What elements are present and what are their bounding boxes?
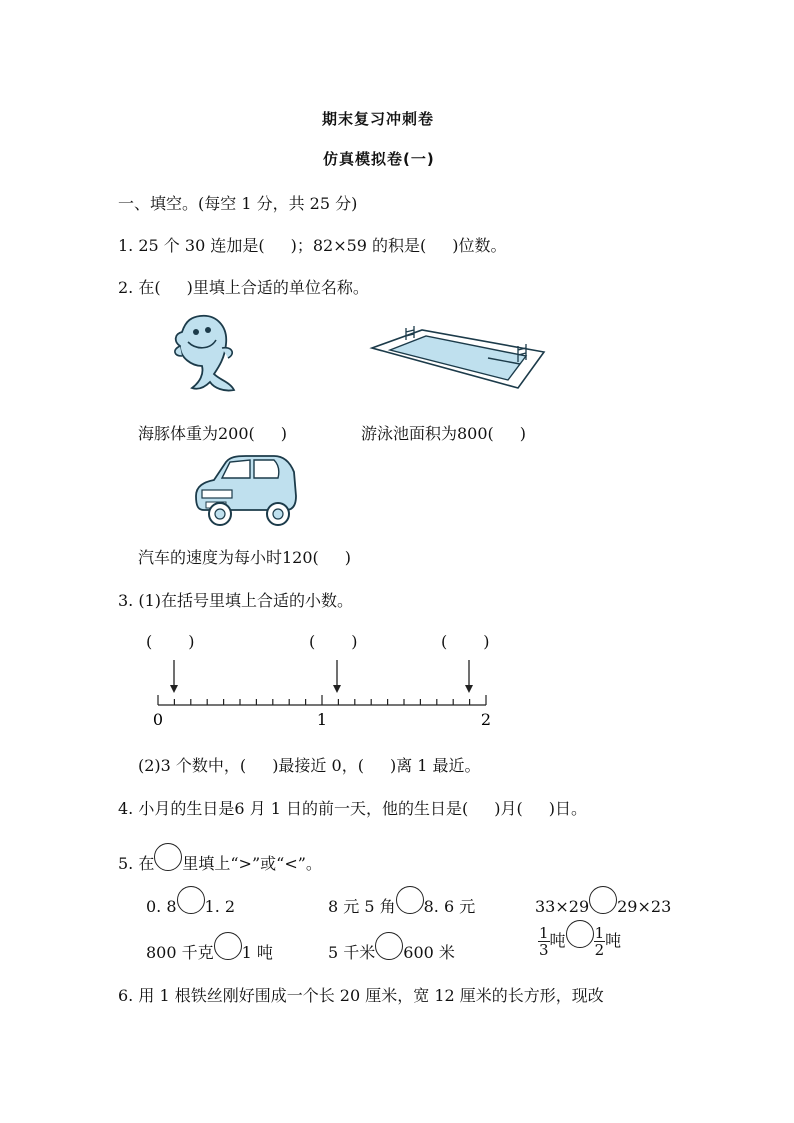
compare-item bbox=[146, 932, 273, 963]
question-number: 5. bbox=[118, 854, 134, 873]
tick-label-2: 2 bbox=[480, 710, 492, 729]
question-text: 海豚体重为200( bbox=[138, 424, 255, 443]
question-6 bbox=[118, 983, 604, 1006]
compare-item bbox=[535, 886, 671, 916]
question-number: 2. bbox=[118, 278, 134, 297]
question-text: (1)在括号里填上合适的小数。 bbox=[138, 591, 354, 610]
question-text: )里填上合适的单位名称。 bbox=[186, 278, 369, 297]
number-line bbox=[150, 655, 500, 735]
tick-label-1: 1 bbox=[316, 710, 328, 729]
pool-question bbox=[361, 421, 526, 444]
unit-label: 吨 bbox=[605, 931, 622, 950]
compare-circle[interactable] bbox=[566, 920, 594, 948]
arrow-down-icon bbox=[170, 660, 178, 693]
answer-paren-1[interactable]: ( ) bbox=[146, 632, 195, 651]
fraction-right: $\frac{1}{2}$ bbox=[594, 924, 605, 959]
answer-paren-3[interactable]: ( ) bbox=[441, 632, 490, 651]
question-text: 用 1 根铁丝刚好围成一个长 20 厘米，宽 12 厘米的长方形，现改 bbox=[138, 986, 604, 1005]
compare-item bbox=[328, 886, 475, 917]
answer-paren-2[interactable]: ( ) bbox=[309, 632, 358, 651]
question-2 bbox=[118, 275, 369, 298]
question-text: ) bbox=[280, 424, 288, 443]
compare-right: 600 米 bbox=[403, 943, 455, 962]
question-number: 3. bbox=[118, 591, 134, 610]
question-number: 6. bbox=[118, 986, 134, 1005]
question-text: )；82×59 的积是( bbox=[290, 236, 427, 255]
compare-circle[interactable] bbox=[589, 886, 617, 914]
question-3 bbox=[118, 588, 353, 611]
question-text: 小月的生日是6 月 1 日的前一天，他的生日是( bbox=[138, 799, 469, 818]
question-text: (2)3 个数中，( bbox=[138, 756, 247, 775]
fraction-left: $\frac{1}{3}$ bbox=[539, 924, 549, 959]
compare-item bbox=[328, 932, 455, 963]
compare-item-fraction bbox=[538, 920, 621, 958]
compare-left: 33×29 bbox=[535, 897, 590, 916]
page-subtitle: 仿真模拟卷(一) bbox=[323, 150, 435, 168]
question-number: 1. bbox=[118, 236, 134, 255]
arrow-down-icon bbox=[465, 660, 473, 693]
arrow-down-icon bbox=[333, 660, 341, 693]
compare-circle[interactable] bbox=[177, 886, 205, 914]
question-3-part-2 bbox=[138, 753, 481, 776]
page-title: 期末复习冲刺卷 bbox=[322, 110, 435, 128]
question-text: 汽车的速度为每小时120( bbox=[138, 548, 319, 567]
pool-illustration bbox=[368, 322, 548, 392]
question-text: )离 1 最近。 bbox=[389, 756, 481, 775]
unit-label: 吨 bbox=[549, 931, 566, 950]
question-number: 4. bbox=[118, 799, 134, 818]
question-text: ) bbox=[519, 424, 527, 443]
question-text: 在( bbox=[138, 278, 161, 297]
question-4 bbox=[118, 796, 587, 819]
compare-left: 0. 8 bbox=[146, 897, 177, 916]
section-heading: 一、填空。(每空 1 分，共 25 分) bbox=[118, 194, 358, 213]
car-illustration bbox=[190, 452, 300, 530]
compare-right: 1 吨 bbox=[241, 943, 273, 962]
question-text: 25 个 30 连加是( bbox=[138, 236, 265, 255]
question-text: )月( bbox=[494, 799, 523, 818]
compare-left: 8 元 5 角 bbox=[328, 897, 396, 916]
compare-circle bbox=[154, 843, 182, 871]
question-text: )位数。 bbox=[452, 236, 507, 255]
question-1 bbox=[118, 233, 507, 256]
compare-circle[interactable] bbox=[214, 932, 242, 960]
compare-left: 800 千克 bbox=[146, 943, 214, 962]
question-text: )日。 bbox=[548, 799, 587, 818]
compare-item bbox=[146, 886, 235, 916]
question-text: 游泳池面积为800( bbox=[361, 424, 494, 443]
car-question bbox=[138, 545, 351, 568]
tick-label-0: 0 bbox=[152, 710, 164, 729]
question-text: )最接近 0，( bbox=[272, 756, 364, 775]
question-text: 在 bbox=[138, 854, 155, 873]
compare-left: 5 千米 bbox=[328, 943, 376, 962]
compare-right: 29×23 bbox=[617, 897, 672, 916]
dolphin-question bbox=[138, 421, 287, 444]
dolphin-illustration bbox=[170, 310, 240, 396]
compare-circle[interactable] bbox=[396, 886, 424, 914]
compare-right: 8. 6 元 bbox=[423, 897, 476, 916]
compare-circle[interactable] bbox=[375, 932, 403, 960]
question-text: ) bbox=[344, 548, 352, 567]
compare-right: 1. 2 bbox=[204, 897, 236, 916]
question-5 bbox=[118, 843, 322, 874]
question-text: 里填上“>”或“<”。 bbox=[182, 854, 322, 873]
